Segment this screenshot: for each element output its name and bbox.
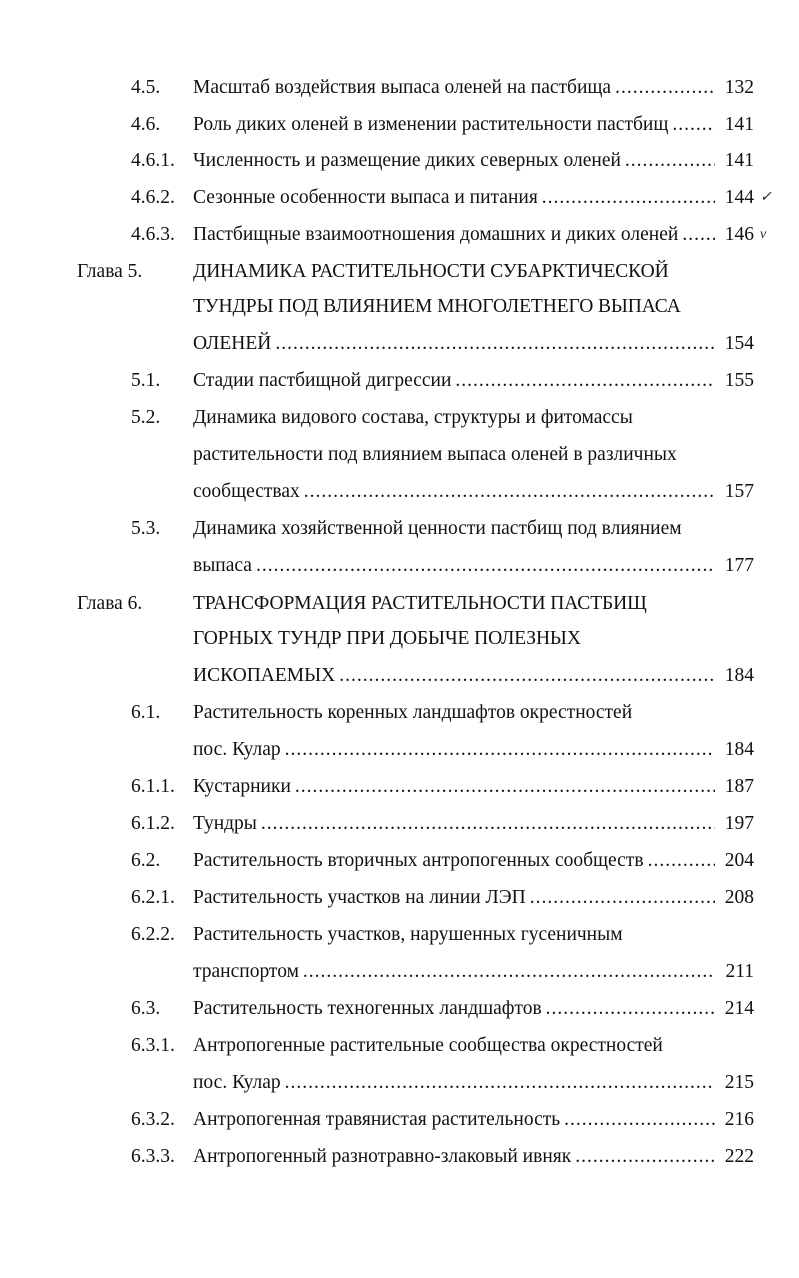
toc-entry-title: Растительность техногенных ландшафтов	[193, 998, 542, 1019]
toc-leader-dots	[303, 955, 715, 989]
toc-leader-dots	[575, 1140, 715, 1174]
toc-leader-dots	[625, 144, 715, 178]
toc-page-number: 144	[724, 187, 754, 208]
toc-entry-title: Антропогенные растительные сообщества окрестностей	[193, 1035, 663, 1056]
toc-leader-dots	[304, 475, 715, 509]
toc-leader-dots	[615, 71, 715, 105]
toc-chapter-number: Глава 5.	[77, 261, 143, 282]
toc-chapter-title: ТРАНСФОРМАЦИЯ РАСТИТЕЛЬНОСТИ ПАСТБИЩ	[193, 593, 647, 614]
toc-entry-6-3-1-line-1[interactable]	[0, 1029, 799, 1063]
toc-page-number: 155	[724, 370, 754, 391]
toc-page-number: 146	[724, 224, 754, 245]
toc-entry-6-2-1[interactable]	[0, 881, 799, 915]
toc-entry-6-3[interactable]	[0, 992, 799, 1026]
toc-chapter-title: ОЛЕНЕЙ	[193, 333, 272, 354]
toc-entry-title: Сезонные особенности выпаса и питания	[193, 187, 538, 208]
toc-leader-dots	[672, 108, 715, 142]
toc-leader-dots	[285, 1066, 715, 1100]
toc-page-number: 211	[725, 961, 754, 982]
toc-entry-6-1-1[interactable]	[0, 770, 799, 804]
toc-entry-title: Растительность участков на линии ЛЭП	[193, 887, 526, 908]
handwritten-check-mark: v	[760, 227, 767, 242]
toc-entry-title: Тундры	[193, 813, 257, 834]
toc-entry-title: Антропогенный разнотравно-злаковый ивняк	[193, 1146, 572, 1167]
toc-entry-number: 6.1.1.	[131, 776, 175, 797]
toc-entry-title: Растительность коренных ландшафтов окрестностей	[193, 702, 633, 723]
toc-chapter-6-line-3[interactable]	[0, 659, 799, 693]
toc-page-number: 154	[724, 333, 754, 354]
toc-entry-title: пос. Кулар	[193, 1072, 281, 1093]
toc-entry-6-1-2[interactable]	[0, 807, 799, 841]
toc-entry-number: 6.2.1.	[131, 887, 175, 908]
toc-entry-6-3-1-line-2[interactable]	[0, 1066, 799, 1100]
toc-chapter-title: ИСКОПАЕМЫХ	[193, 665, 336, 686]
toc-entry-6-1-line-1[interactable]	[0, 696, 799, 730]
toc-entry-5-2-line-3[interactable]	[0, 475, 799, 509]
toc-entry-title: Кустарники	[193, 776, 291, 797]
toc-entry-6-2-2-line-1[interactable]	[0, 918, 799, 952]
toc-page-number: 184	[724, 665, 754, 686]
toc-page-number: 214	[724, 998, 754, 1019]
toc-entry-4-5[interactable]	[0, 71, 799, 105]
toc-entry-title: растительности под влиянием выпаса оленей в различных	[193, 444, 677, 465]
toc-entry-5-3-line-2[interactable]	[0, 549, 799, 583]
toc-leader-dots	[455, 364, 715, 398]
handwritten-check-mark: ✓	[760, 190, 772, 205]
toc-entry-number: 5.1.	[131, 370, 161, 391]
toc-entry-6-3-3[interactable]	[0, 1140, 799, 1174]
toc-leader-dots	[564, 1103, 715, 1137]
toc-leader-dots	[530, 881, 715, 915]
toc-entry-title: Динамика видового состава, структуры и фитомассы	[193, 407, 633, 428]
toc-page-number: 216	[724, 1109, 754, 1130]
toc-entry-4-6-3[interactable]	[0, 218, 799, 252]
toc-leader-dots	[682, 218, 715, 252]
toc-page-number: 215	[724, 1072, 754, 1093]
toc-entry-title: Роль диких оленей в изменении растительности пастбищ	[193, 114, 669, 135]
toc-page-number: 157	[724, 481, 754, 502]
toc-entry-4-6-1[interactable]	[0, 144, 799, 178]
toc-entry-title: Масштаб воздействия выпаса оленей на пастбища	[193, 77, 612, 98]
toc-entry-5-1[interactable]	[0, 364, 799, 398]
toc-page-number: 197	[724, 813, 754, 834]
toc-entry-number: 6.2.2.	[131, 924, 175, 945]
toc-entry-number: 4.6.1.	[131, 150, 175, 171]
toc-page-number: 132	[724, 77, 754, 98]
toc-entry-number: 6.1.2.	[131, 813, 175, 834]
toc-entry-title: выпаса	[193, 555, 252, 576]
toc-entry-number: 5.2.	[131, 407, 161, 428]
toc-leader-dots	[256, 549, 715, 583]
toc-chapter-title: ГОРНЫХ ТУНДР ПРИ ДОБЫЧЕ ПОЛЕЗНЫХ	[193, 628, 581, 649]
toc-entry-title: Растительность участков, нарушенных гусеничным	[193, 924, 623, 945]
toc-entry-6-1-line-2[interactable]	[0, 733, 799, 767]
toc-page-number: 222	[724, 1146, 754, 1167]
toc-entry-title: сообществах	[193, 481, 300, 502]
toc-entry-number: 6.3.2.	[131, 1109, 175, 1130]
toc-entry-number: 4.5.	[131, 77, 161, 98]
toc-entry-6-3-2[interactable]	[0, 1103, 799, 1137]
toc-entry-6-2[interactable]	[0, 844, 799, 878]
toc-entry-5-3-line-1[interactable]	[0, 512, 799, 546]
toc-entry-number: 5.3.	[131, 518, 161, 539]
toc-chapter-number: Глава 6.	[77, 593, 143, 614]
toc-leader-dots	[285, 733, 715, 767]
toc-entry-number: 4.6.3.	[131, 224, 175, 245]
toc-entry-4-6-2[interactable]	[0, 181, 799, 215]
toc-entry-number: 6.3.3.	[131, 1146, 175, 1167]
toc-leader-dots	[295, 770, 715, 804]
toc-entry-5-2-line-1[interactable]	[0, 401, 799, 435]
toc-leader-dots	[542, 181, 715, 215]
toc-chapter-5-line-1[interactable]	[0, 255, 799, 289]
toc-chapter-5-line-3[interactable]	[0, 327, 799, 361]
toc-chapter-title: ДИНАМИКА РАСТИТЕЛЬНОСТИ СУБАРКТИЧЕСКОЙ	[193, 261, 669, 282]
toc-entry-number: 4.6.	[131, 114, 161, 135]
toc-page-number: 187	[724, 776, 754, 797]
toc-page-number: 141	[724, 114, 754, 135]
toc-entry-title: Пастбищные взаимоотношения домашних и диких оленей	[193, 224, 679, 245]
toc-leader-dots	[546, 992, 715, 1026]
toc-page-number: 177	[724, 555, 754, 576]
toc-chapter-5-line-2[interactable]	[0, 290, 799, 324]
toc-chapter-6-line-1[interactable]	[0, 587, 799, 621]
toc-entry-title: пос. Кулар	[193, 739, 281, 760]
toc-chapter-title: ТУНДРЫ ПОД ВЛИЯНИЕМ МНОГОЛЕТНЕГО ВЫПАСА	[193, 296, 681, 317]
toc-entry-number: 6.1.	[131, 702, 161, 723]
toc-entry-6-2-2-line-2[interactable]	[0, 955, 799, 989]
toc-page-number: 204	[724, 850, 754, 871]
toc-leader-dots	[339, 659, 715, 693]
toc-leader-dots	[275, 327, 715, 361]
toc-page-number: 208	[724, 887, 754, 908]
toc-page-number: 141	[724, 150, 754, 171]
toc-chapter-6-line-2[interactable]	[0, 622, 799, 656]
toc-entry-title: Антропогенная травянистая растительность	[193, 1109, 561, 1130]
toc-entry-number: 6.3.1.	[131, 1035, 175, 1056]
toc-entry-number: 6.2.	[131, 850, 161, 871]
toc-page-number: 184	[724, 739, 754, 760]
toc-entry-title: Стадии пастбищной дигрессии	[193, 370, 452, 391]
toc-leader-dots	[261, 807, 715, 841]
toc-entry-title: транспортом	[193, 961, 299, 982]
toc-entry-5-2-line-2[interactable]	[0, 438, 799, 472]
toc-entry-title: Растительность вторичных антропогенных сообществ	[193, 850, 644, 871]
toc-entry-title: Динамика хозяйственной ценности пастбищ под влиянием	[193, 518, 682, 539]
toc-entry-number: 6.3.	[131, 998, 161, 1019]
toc-leader-dots	[648, 844, 715, 878]
toc-entry-number: 4.6.2.	[131, 187, 175, 208]
toc-entry-4-6[interactable]	[0, 108, 799, 142]
toc-entry-title: Численность и размещение диких северных оленей	[193, 150, 621, 171]
